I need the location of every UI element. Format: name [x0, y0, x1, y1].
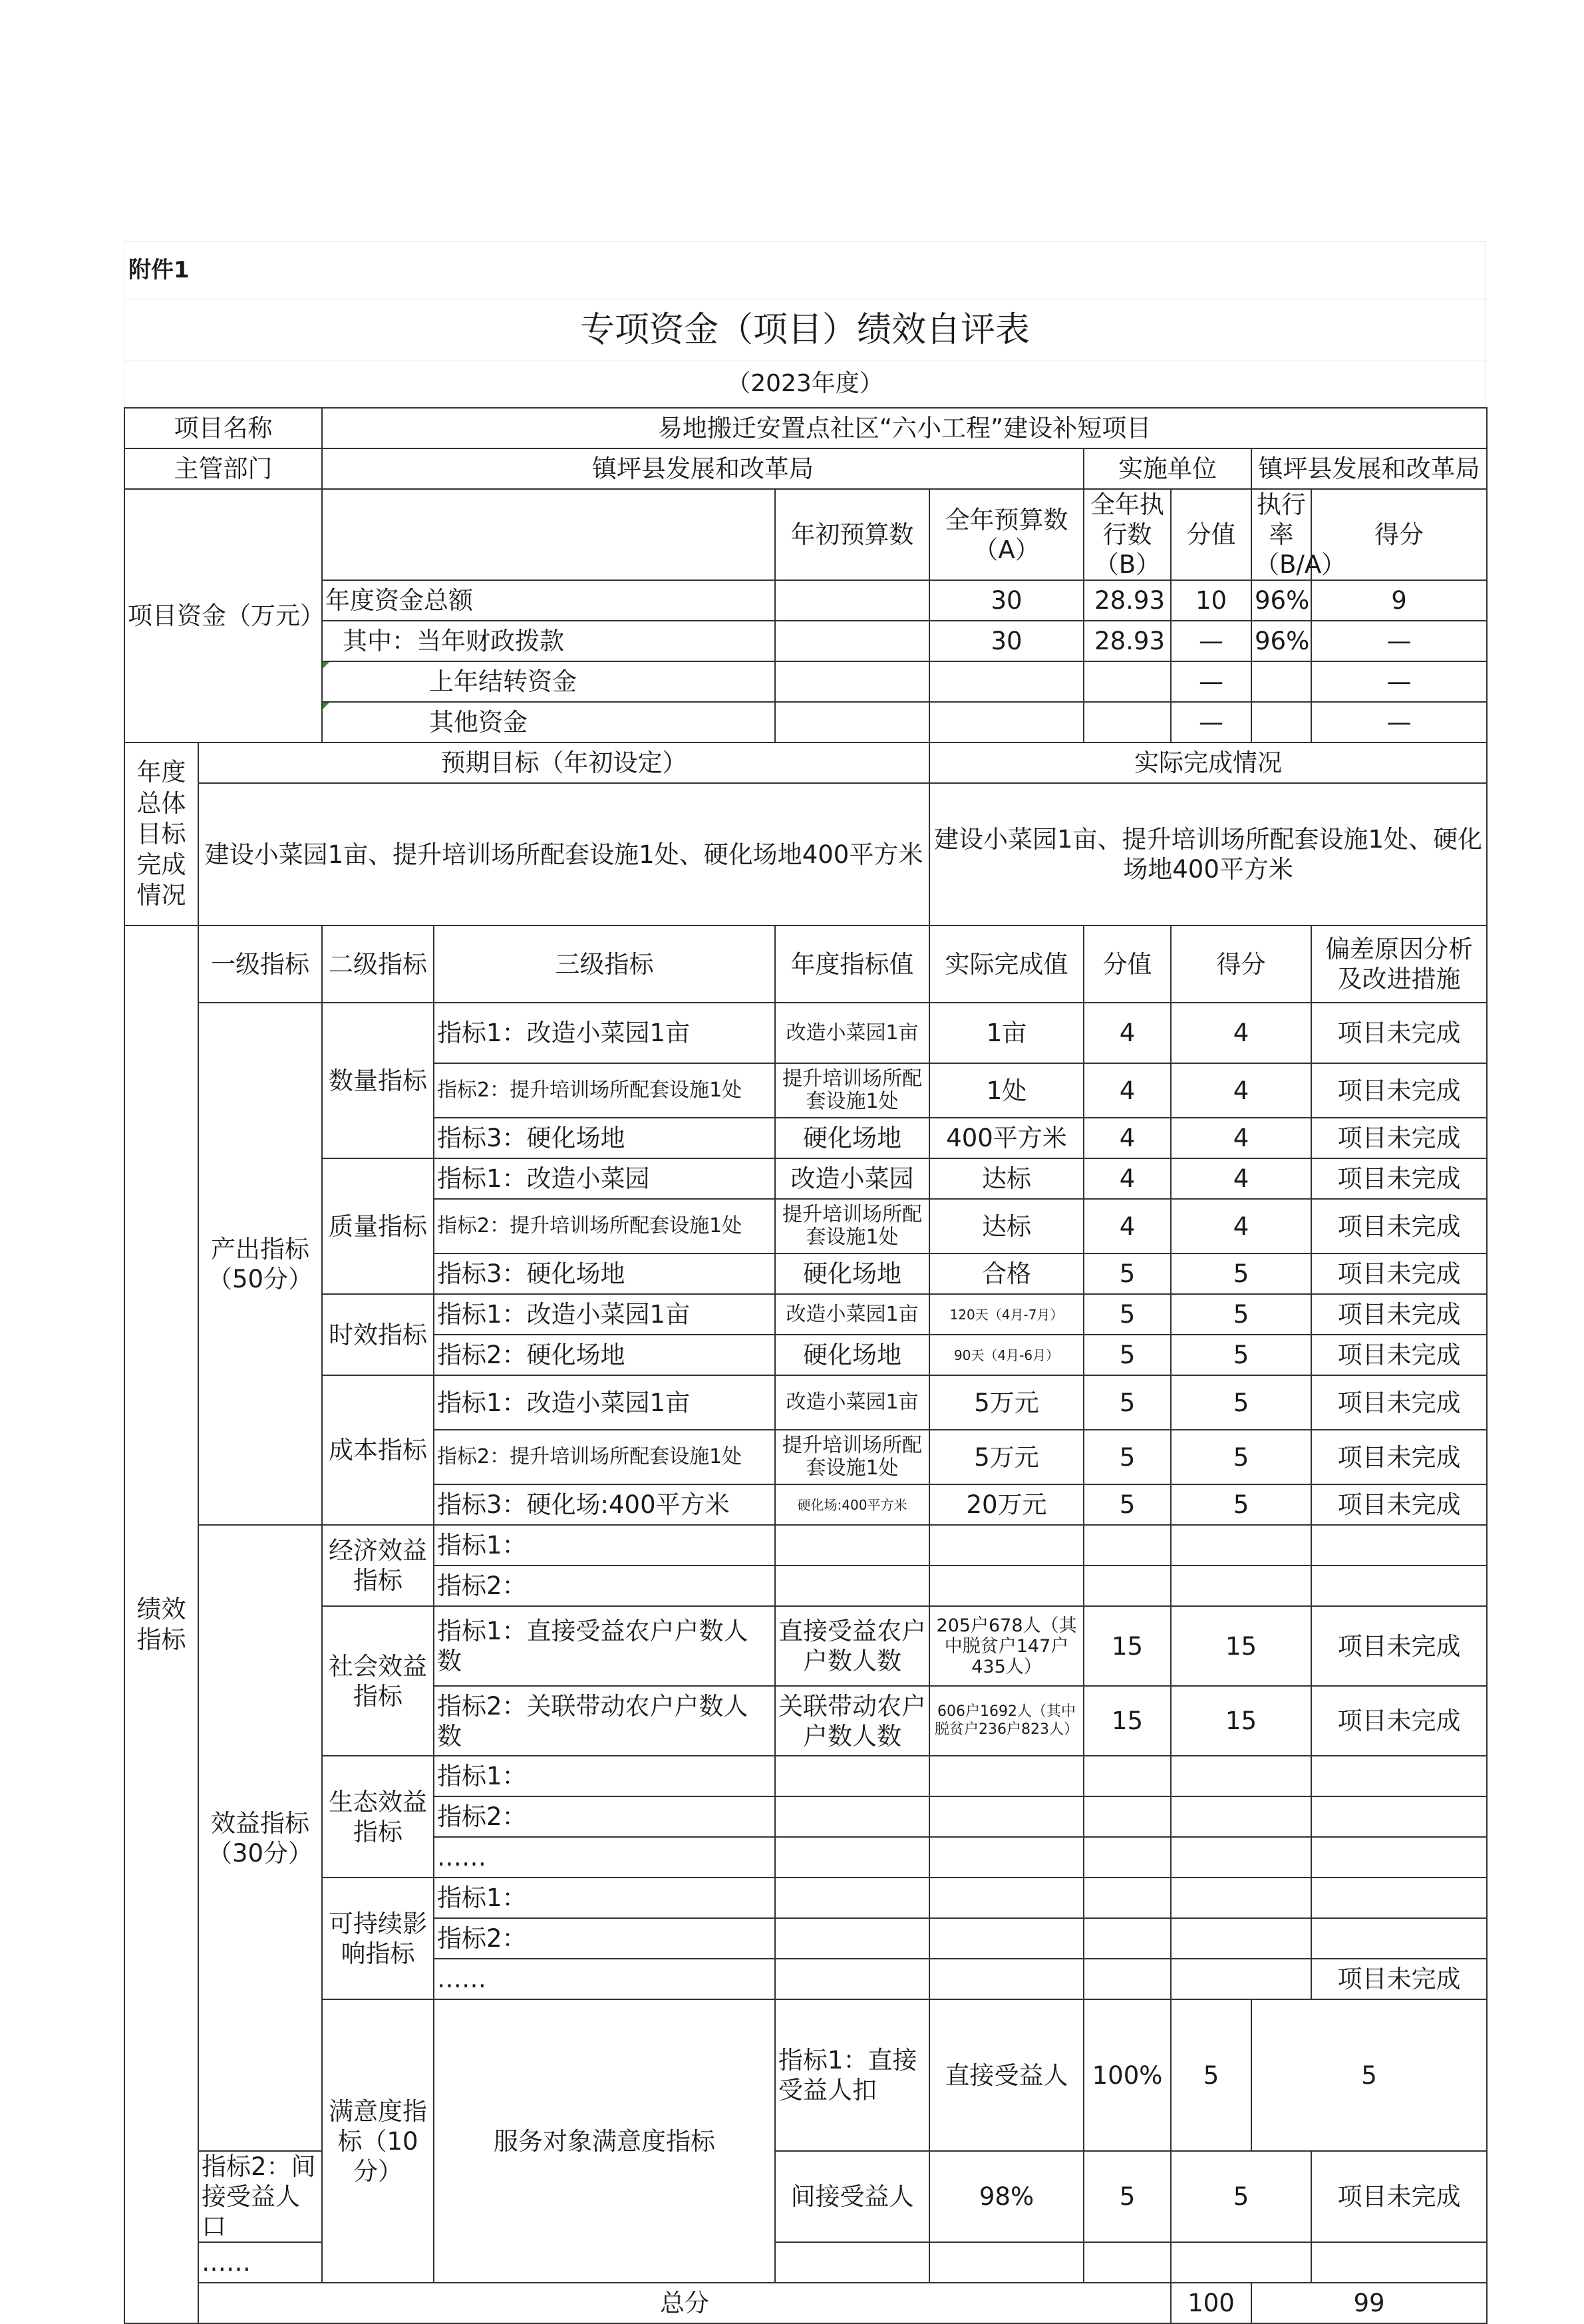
ecological-label: 生态效益指标	[322, 1756, 434, 1878]
perf-label: 绩效指标	[124, 925, 198, 2323]
indicator-note: 项目未完成	[1311, 1606, 1487, 1686]
funds-blank-header	[322, 489, 775, 580]
indicator-note	[1311, 1566, 1487, 1606]
indicator-note	[1311, 2242, 1487, 2283]
funds-score: 9	[1311, 580, 1487, 621]
table-row	[124, 1999, 1487, 2151]
indicator-score	[1171, 1566, 1311, 1606]
actual-goal-label: 实际完成情况	[929, 743, 1487, 783]
indicator-value: 15	[1084, 1606, 1171, 1686]
indicator-value: 4	[1084, 1063, 1171, 1118]
table-row	[124, 1878, 1487, 1918]
indicator-value: 5	[1084, 1430, 1171, 1484]
perf-col-level2: 二级指标	[322, 925, 434, 1003]
indicator-note: 项目未完成	[1311, 2151, 1487, 2242]
evaluation-sheet	[124, 241, 1486, 2324]
funds-exec: 28.93	[1084, 580, 1171, 621]
indicator-note: 项目未完成	[1311, 1063, 1487, 1118]
impl-value: 镇坪县发展和改革局	[1251, 448, 1487, 489]
funds-row	[124, 580, 1487, 621]
indicator-value: 5	[1171, 1999, 1251, 2151]
funds-initial	[775, 661, 929, 702]
indicator-actual: 5万元	[929, 1430, 1084, 1484]
indicator-score: 4	[1171, 1118, 1311, 1158]
indicator-target: 提升培训场所配套设施1处	[775, 1430, 929, 1484]
total-score: 99	[1251, 2283, 1487, 2323]
satisfaction-label: 满意度指标（10分）	[322, 1999, 434, 2283]
indicator-value: 4	[1084, 1199, 1171, 1253]
cost-label: 成本指标	[322, 1375, 434, 1525]
funds-row-name: 其他资金	[322, 702, 775, 743]
funds-budget	[929, 702, 1084, 743]
indicator-name: 指标1：改造小菜园1亩	[434, 1003, 775, 1063]
indicator-score: 5	[1171, 1294, 1311, 1335]
indicator-note: 项目未完成	[1311, 1959, 1487, 1999]
social-label: 社会效益指标	[322, 1606, 434, 1756]
indicator-value	[1084, 1756, 1171, 1796]
actual-goal: 建设小菜园1亩、提升培训场所配套设施1处、硬化场地400平方米	[929, 783, 1487, 925]
perf-col-level1: 一级指标	[198, 925, 322, 1003]
indicator-score	[1171, 1918, 1311, 1959]
dept-label: 主管部门	[124, 448, 322, 489]
project-name-row	[124, 408, 1487, 448]
attachment-label: 附件1	[124, 242, 1486, 299]
indicator-score: 5	[1171, 2151, 1311, 2242]
indicator-score: 4	[1171, 1063, 1311, 1118]
indicator-score: 15	[1171, 1606, 1311, 1686]
funds-budget: 30	[929, 621, 1084, 661]
funds-budget	[929, 661, 1084, 702]
funds-initial	[775, 621, 929, 661]
indicator-actual: 205户678人（其中脱贫户147户435人）	[929, 1606, 1084, 1686]
indicator-score	[1171, 2242, 1311, 2283]
funds-rate: 96%	[1251, 580, 1311, 621]
funds-score: —	[1311, 621, 1487, 661]
funds-row-name: 上年结转资金	[322, 661, 775, 702]
indicator-note: 项目未完成	[1311, 1375, 1487, 1430]
indicator-name: 指标1：直接受益农户户数人数	[434, 1606, 775, 1686]
indicator-note: 项目未完成	[1311, 1335, 1487, 1375]
col-initial: 年初预算数	[775, 489, 929, 580]
indicator-score: 4	[1171, 1158, 1311, 1199]
indicator-actual: 1亩	[929, 1003, 1084, 1063]
indicator-value	[1084, 1918, 1171, 1959]
table-row	[124, 1525, 1487, 1566]
indicator-name: 指标1：改造小菜园1亩	[434, 1375, 775, 1430]
indicator-target: 间接受益人	[775, 2151, 929, 2242]
indicator-name: 指标2：	[434, 1566, 775, 1606]
indicator-score	[1171, 1796, 1311, 1837]
indicator-score: 5	[1251, 1999, 1487, 2151]
indicator-note: 项目未完成	[1311, 1199, 1487, 1253]
funds-rate	[1251, 661, 1311, 702]
funds-label	[124, 489, 325, 743]
indicator-target	[775, 1525, 929, 1566]
indicator-target: 改造小菜园1亩	[775, 1003, 929, 1063]
indicator-name: 指标2：关联带动农户户数人数	[434, 1686, 775, 1756]
indicator-name: 指标1：直接受益人扣	[775, 1999, 929, 2151]
indicator-target: 硬化场:400平方米	[775, 1484, 929, 1525]
indicator-actual	[929, 1918, 1084, 1959]
indicator-value	[1084, 1525, 1171, 1566]
funds-exec	[1084, 702, 1171, 743]
perf-col-note: 偏差原因分析及改进措施	[1311, 925, 1487, 1003]
funds-score-value: 10	[1171, 580, 1251, 621]
indicator-value: 4	[1084, 1003, 1171, 1063]
indicator-name: 指标2：间接受益人口	[198, 2151, 322, 2242]
indicator-value	[1084, 1837, 1171, 1878]
indicator-note	[1311, 1796, 1487, 1837]
indicator-actual: 5万元	[929, 1375, 1084, 1430]
indicator-name: ……	[434, 1837, 775, 1878]
expected-goal: 建设小菜园1亩、提升培训场所配套设施1处、硬化场地400平方米	[198, 783, 929, 925]
funds-header-row	[124, 489, 1487, 580]
total-value: 100	[1171, 2283, 1251, 2323]
indicator-actual: 合格	[929, 1253, 1084, 1294]
indicator-actual	[929, 1837, 1084, 1878]
indicator-target: 硬化场地	[775, 1335, 929, 1375]
indicator-target	[775, 1566, 929, 1606]
project-name-label: 项目名称	[124, 408, 322, 448]
funds-score-value: —	[1171, 661, 1251, 702]
perf-col-actual: 实际完成值	[929, 925, 1084, 1003]
funds-rate	[1251, 702, 1311, 743]
funds-row-name: 年度资金总额	[322, 580, 775, 621]
indicator-score: 5	[1171, 1375, 1311, 1430]
indicator-score: 5	[1171, 1484, 1311, 1525]
indicator-value: 4	[1084, 1118, 1171, 1158]
indicator-note: 项目未完成	[1311, 1158, 1487, 1199]
dept-value: 镇坪县发展和改革局	[322, 448, 1084, 489]
indicator-name: 指标1：改造小菜园	[434, 1158, 775, 1199]
indicator-value: 5	[1084, 2151, 1171, 2242]
department-row	[124, 448, 1487, 489]
economic-label: 经济效益指标	[322, 1525, 434, 1606]
indicator-score	[1171, 1878, 1311, 1918]
indicator-target	[775, 1796, 929, 1837]
output-label: 产出指标（50分）	[198, 1003, 322, 1525]
indicator-target	[775, 2242, 929, 2283]
indicator-name: 指标3：硬化场地	[434, 1253, 775, 1294]
indicator-actual	[929, 1566, 1084, 1606]
indicator-actual: 400平方米	[929, 1118, 1084, 1158]
indicator-target	[775, 1918, 929, 1959]
indicator-note: 项目未完成	[1311, 1118, 1487, 1158]
indicator-value	[1084, 1566, 1171, 1606]
service-label: 服务对象满意度指标	[434, 1999, 775, 2283]
col-rate: 执行率（B/A）	[1251, 489, 1311, 580]
indicator-name: 指标2：	[434, 1918, 775, 1959]
goals-label: 年度总体目标完成情况	[124, 743, 198, 925]
indicator-score: 15	[1171, 1686, 1311, 1756]
sustainable-label: 可持续影响指标	[322, 1878, 434, 1999]
indicator-target	[775, 1756, 929, 1796]
perf-col-value: 分值	[1084, 925, 1171, 1003]
indicator-note	[1311, 1918, 1487, 1959]
funds-score: —	[1311, 702, 1487, 743]
indicator-value: 5	[1084, 1484, 1171, 1525]
year-label: （2023年度）	[124, 361, 1486, 407]
indicator-score	[1171, 1959, 1311, 1999]
indicator-target: 改造小菜园1亩	[775, 1375, 929, 1430]
total-row	[124, 2283, 1487, 2323]
quantity-label: 数量指标	[322, 1003, 434, 1158]
indicator-note: 项目未完成	[1311, 1294, 1487, 1335]
indicator-target: 直接受益人	[929, 1999, 1084, 2151]
indicator-value: 5	[1084, 1375, 1171, 1430]
indicator-actual: 1处	[929, 1063, 1084, 1118]
indicator-note: 项目未完成	[1311, 1253, 1487, 1294]
indicator-target: 硬化场地	[775, 1118, 929, 1158]
indicator-name: ……	[434, 1959, 775, 1999]
table-row	[124, 1003, 1487, 1063]
table-row	[124, 1294, 1487, 1335]
impl-label: 实施单位	[1084, 448, 1251, 489]
perf-header-row	[124, 925, 1487, 1003]
total-label: 总分	[198, 2283, 1171, 2323]
funds-row	[124, 702, 1487, 743]
indicator-note	[1311, 1525, 1487, 1566]
indicator-target: 提升培训场所配套设施1处	[775, 1063, 929, 1118]
perf-col-score: 得分	[1171, 925, 1311, 1003]
funds-score-value: —	[1171, 702, 1251, 743]
indicator-score: 4	[1171, 1003, 1311, 1063]
expected-goal-label: 预期目标（年初设定）	[198, 743, 929, 783]
indicator-actual: 98%	[929, 2151, 1084, 2242]
indicator-actual: 20万元	[929, 1484, 1084, 1525]
indicator-target: 提升培训场所配套设施1处	[775, 1199, 929, 1253]
indicator-value: 5	[1084, 1253, 1171, 1294]
funds-initial	[775, 702, 929, 743]
indicator-score	[1171, 1837, 1311, 1878]
indicator-score: 5	[1171, 1430, 1311, 1484]
indicator-actual	[929, 2242, 1084, 2283]
indicator-name: 指标2：硬化场地	[434, 1335, 775, 1375]
indicator-name: 指标1：	[434, 1756, 775, 1796]
indicator-actual: 100%	[1084, 1999, 1171, 2151]
indicator-actual: 达标	[929, 1199, 1084, 1253]
funds-label-text: 项目资金（万元）	[128, 601, 325, 631]
indicator-name: 指标3：硬化场:400平方米	[434, 1484, 775, 1525]
funds-initial	[775, 580, 929, 621]
indicator-actual	[929, 1756, 1084, 1796]
col-budget: 全年预算数（A）	[929, 489, 1084, 580]
indicator-target	[775, 1878, 929, 1918]
indicator-target	[775, 1837, 929, 1878]
table-row	[124, 1158, 1487, 1199]
timeliness-label: 时效指标	[322, 1294, 434, 1375]
funds-exec: 28.93	[1084, 621, 1171, 661]
goals-row	[124, 783, 1487, 925]
indicator-name: 指标2：	[434, 1796, 775, 1837]
goals-header-row	[124, 743, 1487, 783]
funds-row-name: 其中：当年财政拨款	[322, 621, 775, 661]
indicator-note	[1311, 1878, 1487, 1918]
indicator-actual: 120天（4月-7月）	[929, 1294, 1084, 1335]
indicator-note: 项目未完成	[1311, 1484, 1487, 1525]
page-title: 专项资金（项目）绩效自评表	[124, 299, 1486, 361]
benefit-label: 效益指标（30分）	[198, 1525, 322, 2151]
indicator-target: 改造小菜园1亩	[775, 1294, 929, 1335]
funds-budget: 30	[929, 580, 1084, 621]
indicator-name: ……	[198, 2242, 322, 2283]
indicator-value: 5	[1084, 1335, 1171, 1375]
indicator-name: 指标1：	[434, 1525, 775, 1566]
indicator-note: 项目未完成	[1311, 1686, 1487, 1756]
perf-col-level3: 三级指标	[434, 925, 775, 1003]
indicator-actual: 90天（4月-6月）	[929, 1335, 1084, 1375]
indicator-name: 指标2：提升培训场所配套设施1处	[434, 1199, 775, 1253]
funds-row	[124, 621, 1487, 661]
col-exec: 全年执行数（B）	[1084, 489, 1171, 580]
indicator-target: 直接受益农户户数人数	[775, 1606, 929, 1686]
indicator-actual	[929, 1959, 1084, 1999]
evaluation-table	[124, 407, 1488, 2324]
sheet-header	[124, 241, 1486, 407]
funds-score: —	[1311, 661, 1487, 702]
col-score: 得分	[1311, 489, 1487, 580]
indicator-value	[1084, 2242, 1171, 2283]
indicator-score: 5	[1171, 1335, 1311, 1375]
indicator-score	[1171, 1525, 1311, 1566]
indicator-note	[1311, 1756, 1487, 1796]
funds-row	[124, 661, 1487, 702]
indicator-target	[775, 1959, 929, 1999]
indicator-value	[1084, 1878, 1171, 1918]
indicator-value: 4	[1084, 1158, 1171, 1199]
indicator-name: 指标2：提升培训场所配套设施1处	[434, 1430, 775, 1484]
indicator-value	[1084, 1796, 1171, 1837]
indicator-name: 指标1：改造小菜园1亩	[434, 1294, 775, 1335]
indicator-target: 关联带动农户户数人数	[775, 1686, 929, 1756]
quality-label: 质量指标	[322, 1158, 434, 1294]
perf-col-target: 年度指标值	[775, 925, 929, 1003]
table-row	[124, 1375, 1487, 1430]
indicator-actual: 达标	[929, 1158, 1084, 1199]
funds-rate: 96%	[1251, 621, 1311, 661]
table-row	[124, 1606, 1487, 1686]
indicator-actual	[929, 1525, 1084, 1566]
indicator-actual	[929, 1796, 1084, 1837]
indicator-name: 指标2：提升培训场所配套设施1处	[434, 1063, 775, 1118]
indicator-target: 改造小菜园	[775, 1158, 929, 1199]
indicator-note: 项目未完成	[1311, 1430, 1487, 1484]
indicator-actual: 606户1692人（其中脱贫户236户823人）	[929, 1686, 1084, 1756]
indicator-note	[1311, 1837, 1487, 1878]
indicator-value	[1084, 1959, 1171, 1999]
indicator-name: 指标3：硬化场地	[434, 1118, 775, 1158]
indicator-score	[1171, 1756, 1311, 1796]
indicator-score: 5	[1171, 1253, 1311, 1294]
funds-score-value: —	[1171, 621, 1251, 661]
project-name-value: 易地搬迁安置点社区“六小工程”建设补短项目	[322, 408, 1487, 448]
indicator-name: 指标1：	[434, 1878, 775, 1918]
indicator-value: 5	[1084, 1294, 1171, 1335]
funds-exec	[1084, 661, 1171, 702]
indicator-note: 项目未完成	[1311, 1003, 1487, 1063]
table-row	[124, 1756, 1487, 1796]
indicator-actual	[929, 1878, 1084, 1918]
indicator-value: 15	[1084, 1686, 1171, 1756]
indicator-score: 4	[1171, 1199, 1311, 1253]
col-score-value: 分值	[1171, 489, 1251, 580]
indicator-target: 硬化场地	[775, 1253, 929, 1294]
